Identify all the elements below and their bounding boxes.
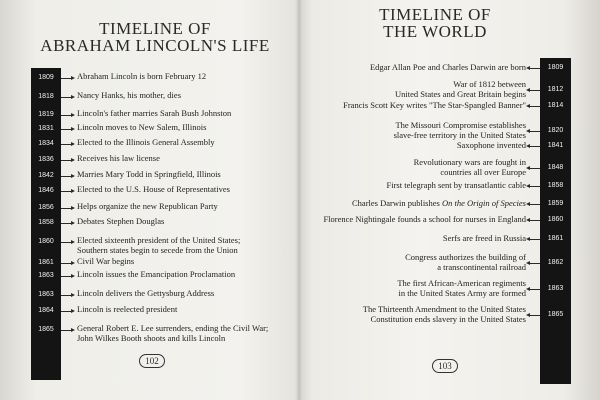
event-text-segment: Elected to the Illinois General Assembly <box>77 137 215 147</box>
event-text-segment: Revolutionary wars are fought in <box>413 157 526 167</box>
event-text <box>77 138 215 148</box>
event-text-segment: The Missouri Compromise establishes <box>395 120 526 130</box>
event-text-segment: slave-free territory in the United States <box>393 129 526 140</box>
event-text <box>77 217 164 227</box>
year-label: 1864 <box>38 307 54 314</box>
arrow-left-icon <box>526 261 530 265</box>
left-page-title <box>40 20 270 54</box>
year-label: 1860 <box>547 216 564 223</box>
event-text <box>77 170 221 180</box>
event-text <box>387 181 527 191</box>
event-text-segment: On the Origin of Species <box>441 198 526 208</box>
event-text <box>77 305 177 315</box>
event-text-segment: Southern states begin to secede from the Union <box>77 244 238 255</box>
event-text <box>77 257 134 267</box>
event-text <box>457 141 526 151</box>
arrow-left-icon <box>526 237 530 241</box>
connector-line <box>530 263 540 264</box>
arrow-left-icon <box>526 144 530 148</box>
event-text-segment: General Robert E. Lee surrenders, ending the Civil War; <box>77 323 269 333</box>
event-text-segment: Charles Darwin publishes <box>352 198 442 208</box>
event-text-segment: Debates Stephen Douglas <box>77 216 165 226</box>
right-page-number: 103 <box>432 359 458 373</box>
event-text <box>77 154 160 164</box>
event-text-segment: War of 1812 between <box>453 79 526 89</box>
event-text-segment: Elected to the U.S. House of Representatives <box>77 184 230 194</box>
event-text-segment: The first African-American regiments <box>397 278 526 288</box>
event-text-segment: John Wilkes Booth shoots and kills Lincoln <box>77 332 226 343</box>
right-title-line-2: THE WORLD <box>383 22 487 41</box>
year-label: 1818 <box>38 93 54 100</box>
year-label: 1862 <box>547 259 564 266</box>
year-label: 1858 <box>38 219 54 226</box>
left-page-number: 102 <box>139 354 165 368</box>
connector-line <box>530 204 540 205</box>
event-text-segment: Helps organize the new Republican Party <box>77 201 218 211</box>
event-text-segment: Florence Nightingale founds a school for nurses in England <box>323 214 526 224</box>
event-text-segment: countries all over Europe <box>440 166 526 177</box>
event-text-segment: United States and Great Britain begins <box>394 88 526 99</box>
year-label: 1846 <box>38 187 54 194</box>
event-text <box>77 91 181 101</box>
event-text-segment: Elected sixteenth president of the United States; <box>77 235 241 245</box>
event-text <box>414 158 526 177</box>
year-label: 1819 <box>38 111 54 118</box>
arrow-right-icon <box>71 261 75 265</box>
event-text <box>395 80 526 99</box>
year-label: 1856 <box>38 204 54 211</box>
arrow-right-icon <box>71 95 75 99</box>
connector-line <box>530 186 540 187</box>
event-text <box>77 324 268 343</box>
event-text-segment: Constitution ends slavery in the United States <box>370 313 526 324</box>
right-page-title <box>360 6 510 40</box>
arrow-right-icon <box>71 127 75 131</box>
arrow-right-icon <box>71 240 75 244</box>
year-label: 1820 <box>547 127 564 134</box>
event-text <box>405 253 526 272</box>
event-text-segment: Lincoln issues the Emancipation Proclamation <box>77 269 236 279</box>
connector-line <box>530 239 540 240</box>
connector-line <box>530 146 540 147</box>
arrow-right-icon <box>71 328 75 332</box>
arrow-right-icon <box>71 142 75 146</box>
event-text-segment: Lincoln moves to New Salem, Illinois <box>77 122 207 132</box>
event-text-segment: Francis Scott Key writes "The Star-Spangled Banner" <box>343 100 526 110</box>
year-label: 1865 <box>38 326 54 333</box>
arrow-left-icon <box>526 202 530 206</box>
event-text <box>77 123 206 133</box>
event-text-segment: Lincoln delivers the Gettysburg Address <box>77 288 215 298</box>
arrow-right-icon <box>71 206 75 210</box>
year-label: 1865 <box>547 311 564 318</box>
arrow-right-icon <box>71 293 75 297</box>
event-text-segment: Saxophone invented <box>456 140 526 150</box>
event-text-segment: Civil War begins <box>77 256 135 266</box>
arrow-left-icon <box>526 66 530 70</box>
event-text <box>397 279 526 298</box>
connector-line <box>530 106 540 107</box>
year-label: 1858 <box>547 182 564 189</box>
event-text <box>77 289 214 299</box>
year-label: 1841 <box>547 142 564 149</box>
left-title-line-1: TIMELINE OF <box>99 19 211 38</box>
arrow-left-icon <box>526 104 530 108</box>
left-title-line-2: ABRAHAM LINCOLN'S LIFE <box>40 36 270 55</box>
connector-line <box>530 68 540 69</box>
year-label: 1809 <box>547 64 564 71</box>
arrow-left-icon <box>526 313 530 317</box>
event-text <box>352 199 526 209</box>
event-text <box>77 109 231 119</box>
event-text <box>77 270 235 280</box>
right-title-line-1: TIMELINE OF <box>379 5 491 24</box>
event-text-segment: Marries Mary Todd in Springfield, Illinois <box>77 169 221 179</box>
arrow-left-icon <box>526 88 530 92</box>
event-text <box>77 202 218 212</box>
connector-line <box>530 315 540 316</box>
year-label: 1861 <box>38 259 54 266</box>
arrow-left-icon <box>526 287 530 291</box>
arrow-right-icon <box>71 309 75 313</box>
event-text <box>77 185 230 195</box>
event-text-segment: Congress authorizes the building of <box>405 252 526 262</box>
event-text-segment: Lincoln's father marries Sarah Bush Johnston <box>77 108 232 118</box>
arrow-right-icon <box>71 189 75 193</box>
year-label: 1831 <box>38 125 54 132</box>
year-label: 1809 <box>38 74 54 81</box>
year-label: 1863 <box>547 285 564 292</box>
event-text-segment: Abraham Lincoln is born February 12 <box>77 71 207 81</box>
arrow-left-icon <box>526 129 530 133</box>
event-text <box>323 215 526 225</box>
event-text <box>394 121 526 140</box>
year-label: 1861 <box>547 235 564 242</box>
event-text-segment: in the United States Army are formed <box>398 287 526 298</box>
year-label: 1859 <box>547 200 564 207</box>
event-text-segment: The Thirteenth Amendment to the United States <box>362 304 526 314</box>
arrow-right-icon <box>71 113 75 117</box>
connector-line <box>530 289 540 290</box>
event-text-segment: Edgar Allan Poe and Charles Darwin are born <box>369 62 526 72</box>
year-label: 1863 <box>38 291 54 298</box>
year-label: 1860 <box>38 238 54 245</box>
year-label: 1836 <box>38 156 54 163</box>
arrow-right-icon <box>71 174 75 178</box>
year-label: 1863 <box>38 272 54 279</box>
connector-line <box>530 131 540 132</box>
year-label: 1834 <box>38 140 54 147</box>
arrow-right-icon <box>71 221 75 225</box>
connector-line <box>530 90 540 91</box>
arrow-right-icon <box>71 274 75 278</box>
arrow-right-icon <box>71 76 75 80</box>
event-text <box>370 63 526 73</box>
connector-line <box>530 220 540 221</box>
arrow-left-icon <box>526 184 530 188</box>
event-text <box>343 101 526 111</box>
event-text-segment: Lincoln is reelected president <box>77 304 178 314</box>
arrow-right-icon <box>71 158 75 162</box>
event-text-segment: First telegraph sent by transatlantic cable <box>386 180 526 190</box>
event-text <box>77 236 240 255</box>
event-text <box>363 305 526 324</box>
event-text <box>443 234 526 244</box>
event-text-segment: a transcontinental railroad <box>437 261 526 272</box>
connector-line <box>530 168 540 169</box>
arrow-left-icon <box>526 166 530 170</box>
event-text-segment: Nancy Hanks, his mother, dies <box>77 90 182 100</box>
arrow-left-icon <box>526 218 530 222</box>
book-gutter <box>296 0 302 400</box>
year-label: 1812 <box>547 86 564 93</box>
event-text <box>77 72 206 82</box>
event-text-segment: Receives his law license <box>77 153 160 163</box>
event-text-segment: Serfs are freed in Russia <box>442 233 526 243</box>
year-label: 1848 <box>547 164 564 171</box>
year-label: 1814 <box>547 102 564 109</box>
year-label: 1842 <box>38 172 54 179</box>
